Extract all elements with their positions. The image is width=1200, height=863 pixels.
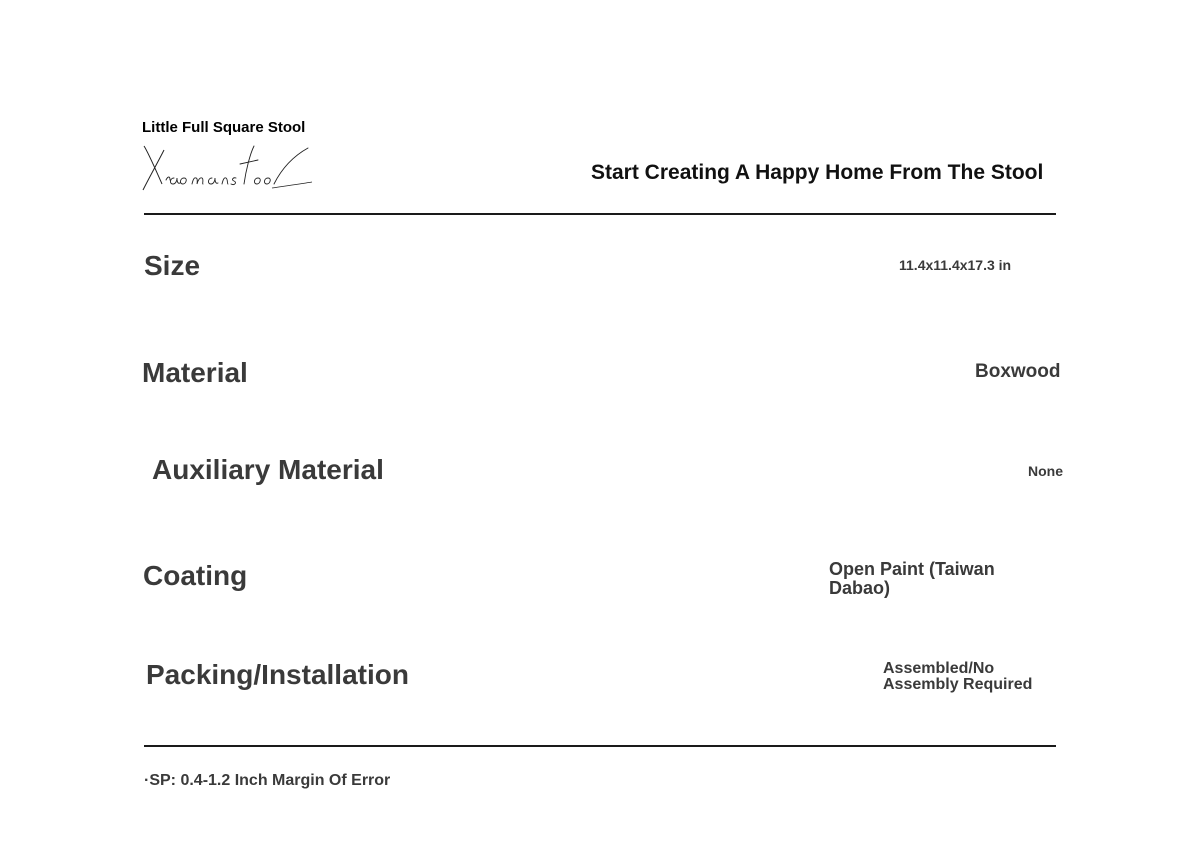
- spec-value-size: 11.4x11.4x17.3 in: [899, 257, 1012, 273]
- spec-label-material: Material: [142, 357, 248, 388]
- spec-label-packing-installation: Packing/Installation: [146, 659, 409, 690]
- footnote: ·SP: 0.4-1.2 Inch Margin Of Error: [144, 772, 391, 789]
- spec-value-coating: Open Paint (Taiwan Dabao): [829, 559, 995, 598]
- spec-value-material: Boxwood: [975, 361, 1061, 382]
- spec-label-size: Size: [144, 250, 201, 281]
- spec-label-coating: Coating: [143, 560, 248, 591]
- spec-value-packing-installation: Assembled/No Assembly Required: [883, 660, 1033, 693]
- signature-logo: [140, 140, 315, 194]
- spec-label-auxiliary-material: Auxiliary Material: [152, 454, 384, 485]
- top-divider: [144, 213, 1056, 215]
- tagline: Start Creating A Happy Home From The Stool: [591, 161, 1044, 184]
- brand-title: Little Full Square Stool: [142, 119, 306, 136]
- spec-value-auxiliary-material: None: [1028, 463, 1063, 479]
- bottom-divider: [144, 745, 1056, 747]
